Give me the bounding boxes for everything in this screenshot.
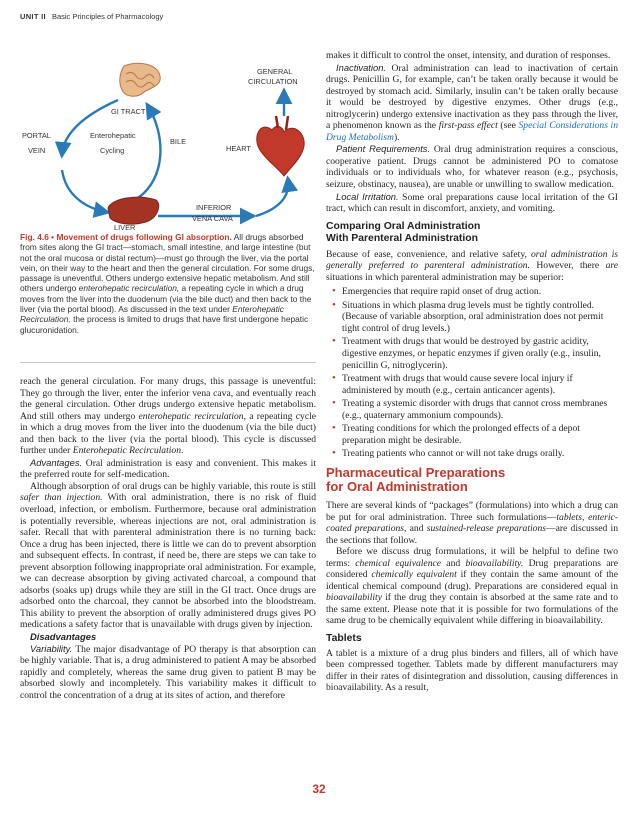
list-item: • Emergencies that require rapid onset of drug action. — [326, 286, 618, 298]
heading-comparing: Comparing Oral Administration With Parenteral Administration — [326, 220, 481, 244]
list-item: • Treating patients who cannot or will not take drugs orally. — [326, 448, 618, 460]
subheading-disadvantages: Disadvantages — [30, 631, 97, 643]
chapter-title: Basic Principles of Pharmacology — [51, 12, 164, 21]
paragraph: Because of ease, convenience, and relative safety, oral administration is generally preferred to parenteral administration. However, there are situations in which parenteral administration may be superior: — [326, 248, 619, 283]
list-item: • Treating a systemic disorder with drugs that cannot cross membranes (e.g., quaternary ammonium compounds). — [326, 398, 618, 421]
arrow-portal-to-liver — [62, 170, 106, 212]
figure-title: Movement of drugs following GI absorption. — [56, 232, 232, 242]
caption-text-1: All drugs absorbed from sites along the GI tract—stomach, small intestine, and large intestine (but not the oral mucosa or distal rectum)—must go through the liver, via the portal vein, on their way to the heart and then the general circulation. For some drugs, passage is uneventful. Others undergo extensive hepatic metabolism. And still others undergo — [20, 232, 315, 294]
list-item: • Treatment with drugs that would be destroyed by gastric acidity, digestive enzymes, or hepatic enzymes if given orally (e.g., insulin, penicillin G, nitroglycerin). — [326, 336, 618, 371]
paragraph-local-irritation: Local Irritation. Some oral preparations cause local irritation of the GI tract, which can result in discomfort, anxiety, and vomiting. — [326, 190, 618, 215]
caption-divider — [20, 362, 316, 363]
label-inferior: INFERIOR — [196, 203, 232, 212]
paragraph: Although absorption of oral drugs can be highly variable, this route is still safer than injection. With oral administration, there is no risk of fluid overload, infection, or embolism. Furthermore, because oral administration is potentially reversible, whereas injections are not, oral administration is safer. Recall that with parenteral administration there is no turning back: Once a drug has been injected, there is little we can do to prevent absorption and subsequent effects. In contrast, if need be, there are steps we can take to prevent absorption following inappropriate oral administration. For example, we can decrease absorption by giving activated charcoal, a compound that adsorbs (soaks up) drugs while they are still in the GI tract. Once drugs are adsorbed onto the charcoal, they cannot be absorbed into the bloodstream. This ability to prevent the absorption of orally administered drugs gives PO medications a safety factor that is unavailable with drugs given by injection. — [20, 480, 316, 631]
label-vena-cava: VENA CAVA — [192, 214, 233, 223]
paragraph-inactivation: Inactivation. Oral administration can lead to inactivation of certain drugs. Penicillin G, for example, can’t be taken orally because it would be destroyed by stomach acid. Similarly, insulin can’t be taken orally because it would be destroyed by digestive enzymes. Other drugs (e.g., nitroglycerin) undergo extensive inactivation as they pass through the liver, a phenomenon known as the first-pass effect (see Special Considerations in Drug Metabolism). — [326, 61, 619, 143]
left-column — [20, 376, 316, 701]
caption-text-3: the process is limited to drugs that have first undergone hepatic glucuronidation. — [20, 314, 309, 335]
label-liver: LIVER — [114, 223, 136, 230]
bullet-list — [326, 286, 618, 460]
caption-em-1: enterohepatic recirculation, — [78, 283, 180, 294]
variability-lead: Variability. — [30, 642, 73, 654]
gi-tract-icon — [120, 63, 160, 96]
paragraph-advantages: Advantages. Oral administration is easy and convenient. This makes it the preferred route for self-medication. — [20, 456, 316, 481]
heading-tablets: Tablets — [326, 632, 362, 644]
label-circulation: CIRCULATION — [248, 77, 298, 86]
running-header — [20, 12, 163, 21]
label-heart: HEART — [226, 144, 251, 153]
paragraph: makes it difficult to control the onset, intensity, and duration of responses. — [326, 50, 611, 61]
figure-diagram — [20, 58, 316, 230]
label-cycling: Cycling — [100, 146, 125, 155]
paragraph: There are several kinds of “packages” (formulations) into which a drug can be put for oral administration. Three such formulations—tablets, enteric-coated preparations, and sustained-release preparations—are discussed in the sections that follow. — [326, 499, 618, 546]
right-column — [326, 50, 618, 694]
arrow-bile — [138, 106, 160, 198]
list-item: • Situations in which plasma drug levels must be tightly controlled. (Because of variable absorption, oral administration does not permit tight control of drug levels.) — [326, 300, 618, 335]
paragraph: Before we discuss drug formulations, it will be helpful to define two terms: chemical equivalence and bioavailability. Drug preparations are considered chemically equivalent if they contain the same amount of the identical chemical compound (drug). Preparations are considered equal in bioavailability if the drug they contain is absorbed at the same rate and to the same extent. Please note that it is possible for two formulations of the same drug to be chemically equivalent while differing in bioavailability. — [326, 546, 618, 627]
label-gi-tract: GI TRACT — [111, 107, 146, 116]
unit-label: UNIT II — [20, 12, 46, 21]
heart-icon — [257, 116, 304, 176]
arrow-vena-cava-to-heart — [256, 180, 288, 216]
label-bile: BILE — [170, 137, 187, 146]
paragraph-patient-requirements: Patient Requirements. Oral drug administration requires a conscious, cooperative patient. Drugs cannot be administered PO to comatose individuals or to individuals who, for whatever reason (e.g., psychosis, seizure, obstinacy, nausea), are unable or unwilling to swallow medication. — [326, 143, 618, 191]
label-vein: VEIN — [28, 146, 46, 155]
list-item: • Treatment with drugs that would cause severe local injury if administered by mouth (e.g., certain anticancer agents). — [326, 373, 618, 396]
paragraph-variability: Variability. The major disadvantage of PO therapy is that absorption can be highly variable. That is, a drug administered to patient A may be absorbed rapidly and completely, whereas the same drug given to patient B may be absorbed slowly and incompletely. This variability makes it difficult to control the concentration of a drug at its sites of action, and therefore — [20, 642, 316, 701]
caption-text-2: a repeating cycle in which a drug moves from the liver into the duodenum (via the bile duct) and then back to the liver (via the portal blood). As discussed in the text under — [20, 283, 312, 315]
caption-em-2: Enterohepatic Recirculation, — [20, 304, 284, 325]
heading-pharmaceutical-preparations: Pharmaceutical Preparations for Oral Administration — [326, 464, 506, 495]
page-number: 32 — [312, 782, 326, 796]
cross-reference-link[interactable]: Special Considerations in Drug Metabolism — [326, 120, 619, 143]
label-enterohepatic: Enterohepatic — [90, 131, 136, 140]
figure-number: Fig. 4.6 • — [20, 232, 57, 242]
paragraph: reach the general circulation. For many drugs, this passage is uneventful: They go through the liver, enter the inferior vena cava, and eventually reach the general circulation. Other drugs undergo extensive hepatic metabolism. And still others may undergo enterohepatic recirculation, a repeating cycle in which a drug moves from the liver into the duodenum (via the bile duct) and then back to the liver (via the portal blood). This cycle is discussed further under Enterohepatic Recirculation. — [20, 376, 316, 457]
figure-caption — [20, 232, 316, 335]
paragraph: A tablet is a mixture of a drug plus binders and fillers, all of which have been compressed together. Tablets made by different manufacturers may differ in their rates of disintegration and dissolution, causing differences in bioavailability. As a result, — [326, 647, 618, 694]
label-general: GENERAL — [257, 67, 293, 76]
liver-icon — [108, 197, 159, 224]
advantages-lead: Advantages. — [30, 456, 83, 468]
label-portal: PORTAL — [22, 131, 51, 140]
list-item: • Treating conditions for which the prolonged effects of a depot preparation might be desirable. — [326, 423, 618, 446]
